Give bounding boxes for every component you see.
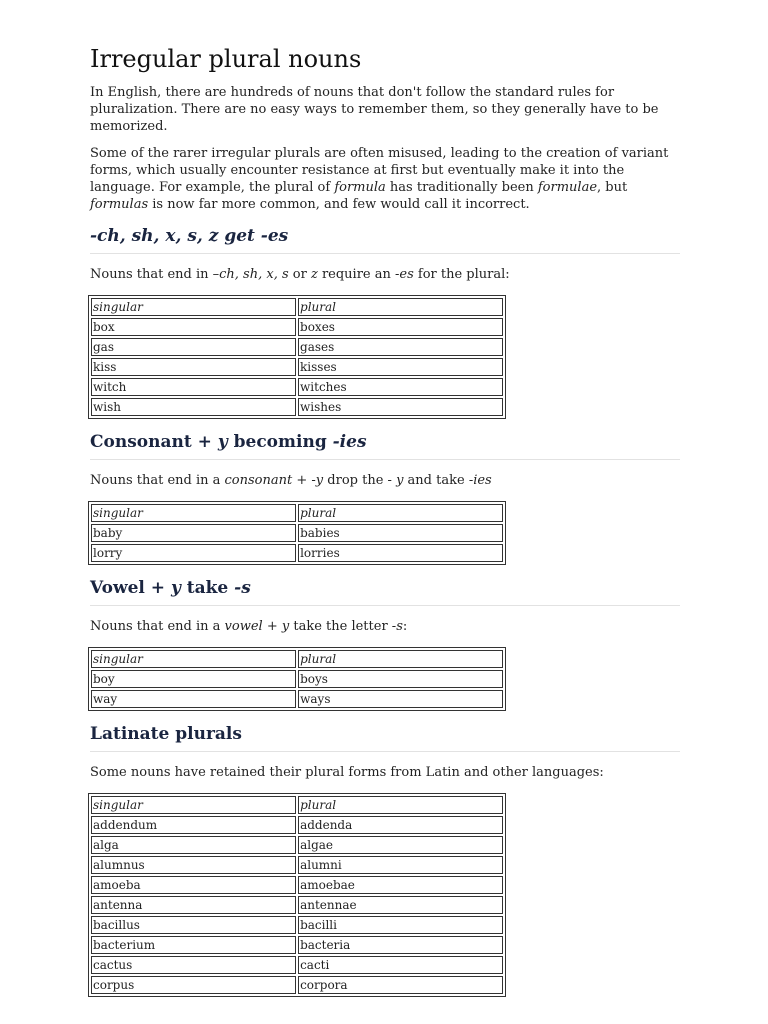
table-row	[91, 544, 503, 562]
section-description: Nouns that end in a consonant + -y drop the - y and take -ies	[90, 473, 492, 488]
plural-table	[88, 295, 506, 419]
table-row	[91, 916, 503, 934]
plural-cell: bacilli	[298, 916, 503, 934]
singular-cell: addendum	[91, 816, 296, 834]
section-consonant-y	[90, 431, 680, 565]
plural-cell: lorries	[298, 544, 503, 562]
column-header-singular: singular	[91, 504, 296, 522]
plural-cell: corpora	[298, 976, 503, 994]
singular-cell: alga	[91, 836, 296, 854]
plural-cell: algae	[298, 836, 503, 854]
table-row	[91, 524, 503, 542]
singular-cell: kiss	[91, 358, 296, 376]
column-header-plural: plural	[298, 796, 503, 814]
section-vowel-y	[90, 577, 680, 711]
plural-cell: wishes	[298, 398, 503, 416]
table-row	[91, 856, 503, 874]
document-page	[90, 44, 680, 997]
plural-cell: kisses	[298, 358, 503, 376]
column-header-plural: plural	[298, 298, 503, 316]
table-row	[91, 936, 503, 954]
table-row	[91, 690, 503, 708]
singular-cell: boy	[91, 670, 296, 688]
table-header-row	[91, 298, 503, 316]
table-header-row	[91, 650, 503, 668]
plural-cell: boys	[298, 670, 503, 688]
table-header-row	[91, 796, 503, 814]
plural-cell: ways	[298, 690, 503, 708]
table-row	[91, 358, 503, 376]
column-header-plural: plural	[298, 504, 503, 522]
table-row	[91, 896, 503, 914]
table-row	[91, 378, 503, 396]
plural-cell: gases	[298, 338, 503, 356]
intro-paragraph-2: Some of the rarer irregular plurals are often misused, leading to the creation of variant forms, which usually encounter resistance at first but eventually make it into the language. For example, the plural of formula has traditionally been formulae, but formulas is now far more common, and few would call it incorrect.	[90, 146, 669, 212]
singular-cell: amoeba	[91, 876, 296, 894]
section-description: Nouns that end in –ch, sh, x, s or z require an -es for the plural:	[90, 267, 510, 282]
section-heading: Vowel + y take -s	[90, 577, 680, 606]
plural-cell: boxes	[298, 318, 503, 336]
singular-cell: lorry	[91, 544, 296, 562]
column-header-singular: singular	[91, 298, 296, 316]
plural-cell: addenda	[298, 816, 503, 834]
table-row	[91, 398, 503, 416]
plural-cell: bacteria	[298, 936, 503, 954]
singular-cell: witch	[91, 378, 296, 396]
plural-cell: antennae	[298, 896, 503, 914]
section-description: Nouns that end in a vowel + y take the letter -s:	[90, 619, 408, 634]
plural-cell: cacti	[298, 956, 503, 974]
table-header-row	[91, 504, 503, 522]
intro-paragraph-1: In English, there are hundreds of nouns that don't follow the standard rules for pluralization. There are no easy ways to remember them, so they generally have to be memorized.	[90, 85, 659, 134]
singular-cell: wish	[91, 398, 296, 416]
singular-cell: alumnus	[91, 856, 296, 874]
plural-cell: amoebae	[298, 876, 503, 894]
table-row	[91, 670, 503, 688]
singular-cell: cactus	[91, 956, 296, 974]
table-row	[91, 816, 503, 834]
plural-table	[88, 501, 506, 565]
singular-cell: baby	[91, 524, 296, 542]
table-row	[91, 318, 503, 336]
singular-cell: box	[91, 318, 296, 336]
singular-cell: corpus	[91, 976, 296, 994]
table-row	[91, 876, 503, 894]
column-header-singular: singular	[91, 650, 296, 668]
section-heading: Consonant + y becoming -ies	[90, 431, 680, 460]
plural-cell: witches	[298, 378, 503, 396]
table-row	[91, 836, 503, 854]
singular-cell: bacterium	[91, 936, 296, 954]
singular-cell: way	[91, 690, 296, 708]
section-latinate-plurals	[90, 723, 680, 997]
plural-table	[88, 793, 506, 997]
table-row	[91, 976, 503, 994]
section-heading: Latinate plurals	[90, 723, 680, 752]
column-header-plural: plural	[298, 650, 503, 668]
table-row	[91, 956, 503, 974]
singular-cell: gas	[91, 338, 296, 356]
plural-cell: babies	[298, 524, 503, 542]
singular-cell: bacillus	[91, 916, 296, 934]
table-row	[91, 338, 503, 356]
plural-cell: alumni	[298, 856, 503, 874]
page-title: Irregular plural nouns	[90, 45, 362, 73]
section-description: Some nouns have retained their plural forms from Latin and other languages:	[90, 765, 604, 780]
singular-cell: antenna	[91, 896, 296, 914]
plural-table	[88, 647, 506, 711]
section-ch-sh-x-s-z	[90, 225, 680, 419]
column-header-singular: singular	[91, 796, 296, 814]
section-heading: -ch, sh, x, s, z get -es	[90, 225, 680, 254]
